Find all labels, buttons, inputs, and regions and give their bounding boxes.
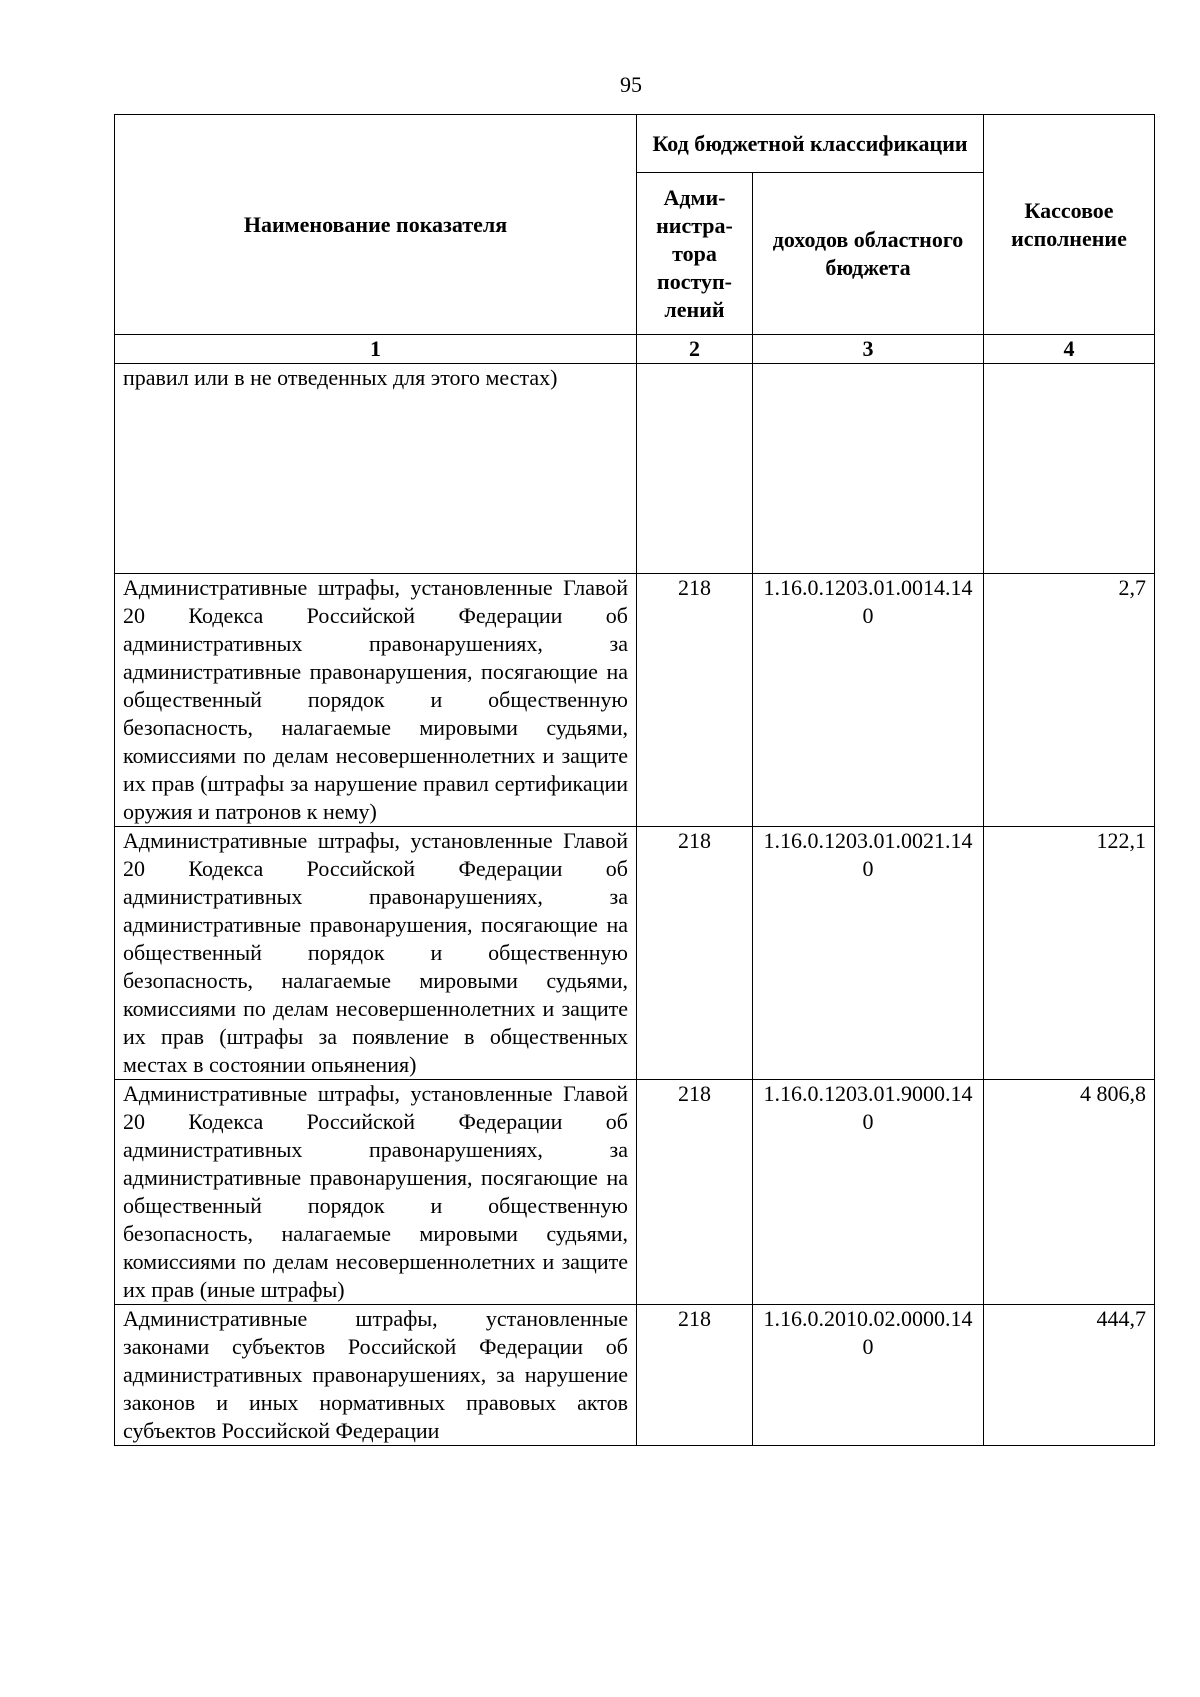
row-admin-code: 218 [637, 1080, 753, 1305]
column-number: 2 [637, 335, 753, 364]
row-amount [984, 364, 1155, 574]
row-name: Административные штрафы, установленные Главой 20 Кодекса Российской Федерации об административных правонарушениях, за административные правонарушения, посягающие на общественный порядок и общественную безопасность, налагаемые мировыми судьями, комиссиями по делам несовершеннолетних и защите их прав (штрафы за появление в общественных местах в состоянии опьянения) [115, 827, 637, 1080]
header-name: Наименование показателя [115, 115, 637, 335]
table-row [115, 1305, 1155, 1446]
row-admin-code: 218 [637, 827, 753, 1080]
row-admin-code [637, 364, 753, 574]
column-number: 1 [115, 335, 637, 364]
row-amount: 122,1 [984, 827, 1155, 1080]
row-admin-code: 218 [637, 1305, 753, 1446]
row-amount: 4 806,8 [984, 1080, 1155, 1305]
budget-execution-table [114, 114, 1155, 1446]
row-income-code: 1.16.0.2010.02.0000.140 [753, 1305, 984, 1446]
row-name: правил или в не отведенных для этого местах) [115, 364, 637, 574]
table-row [115, 1080, 1155, 1305]
table-row [115, 574, 1155, 827]
row-name: Административные штрафы, установленные законами субъектов Российской Федерации об административных правонарушениях, за нарушение законов и иных нормативных правовых актов субъектов Российской Федерации [115, 1305, 637, 1446]
header-code-group: Код бюджетной классификации [637, 115, 984, 173]
table-row [115, 827, 1155, 1080]
row-income-code: 1.16.0.1203.01.9000.140 [753, 1080, 984, 1305]
row-income-code: 1.16.0.1203.01.0021.140 [753, 827, 984, 1080]
row-amount: 444,7 [984, 1305, 1155, 1446]
header-execution: Кассовое исполнение [984, 115, 1155, 335]
column-number-row [115, 335, 1155, 364]
table-row [115, 364, 1155, 574]
header-admin: Адми-нистра-тора поступ-лений [637, 173, 753, 335]
header-income: доходов областного бюджета [753, 173, 984, 335]
column-number: 4 [984, 335, 1155, 364]
page-number: 95 [620, 72, 642, 97]
row-amount: 2,7 [984, 574, 1155, 827]
row-income-code [753, 364, 984, 574]
row-admin-code: 218 [637, 574, 753, 827]
row-name: Административные штрафы, установленные Главой 20 Кодекса Российской Федерации об административных правонарушениях, за административные правонарушения, посягающие на общественный порядок и общественную безопасность, налагаемые мировыми судьями, комиссиями по делам несовершеннолетних и защите их прав (иные штрафы) [115, 1080, 637, 1305]
row-income-code: 1.16.0.1203.01.0014.140 [753, 574, 984, 827]
row-name: Административные штрафы, установленные Главой 20 Кодекса Российской Федерации об административных правонарушениях, за административные правонарушения, посягающие на общественный порядок и общественную безопасность, налагаемые мировыми судьями, комиссиями по делам несовершеннолетних и защите их прав (штрафы за нарушение правил сертификации оружия и патронов к нему) [115, 574, 637, 827]
column-number: 3 [753, 335, 984, 364]
